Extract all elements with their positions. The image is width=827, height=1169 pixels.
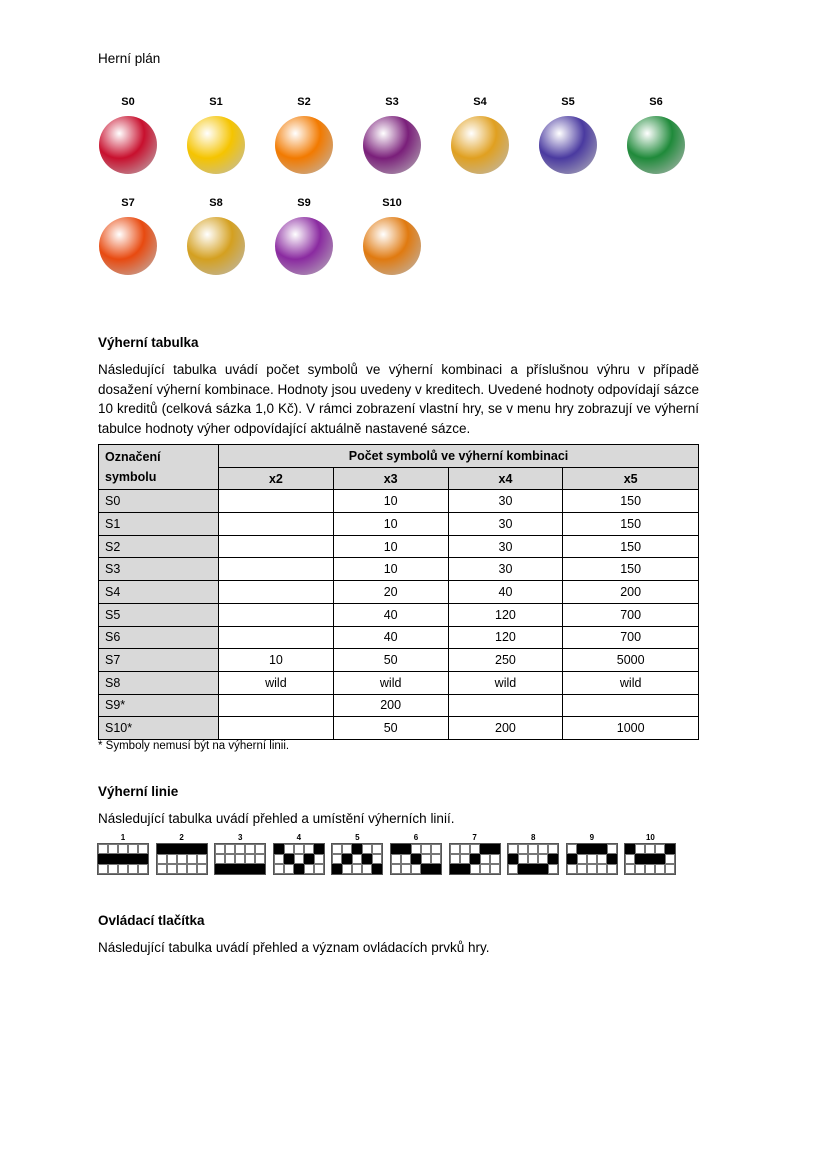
payline-cell [284,854,294,864]
payline-cell [304,854,314,864]
payline-2 [155,833,209,875]
payline-number: 2 [179,833,184,842]
payline-cell [362,854,372,864]
header-x2: x2 [219,467,334,490]
payline-number: 6 [413,833,419,842]
payline-number: 10 [645,833,655,842]
table-row [99,694,699,717]
payout-cell [219,513,334,536]
table-row [99,490,699,513]
payline-cell [225,864,235,874]
payout-cell: 700 [563,626,699,649]
payline-cell [157,854,167,864]
payout-cell: 50 [333,717,448,740]
payline-cell [391,854,401,864]
payline-10 [623,833,677,875]
payline-grid [273,843,325,875]
payline-cell [635,864,645,874]
header-x5: x5 [563,467,699,490]
symbol-label: S1 [209,96,223,108]
payline-cell [342,864,352,874]
payline-cell [665,864,675,874]
payline-grid [566,843,618,875]
payline-cell [460,844,470,854]
controls-heading: Ovládací tlačítka [98,913,205,928]
paytable [98,444,699,740]
payline-cell [332,854,342,864]
payout-cell: 150 [563,513,699,536]
payout-cell: 40 [333,626,448,649]
symbol-cell: S9* [99,694,219,717]
payline-cell [255,844,265,854]
payline-cell [187,844,197,854]
payline-cell [284,864,294,874]
payout-cell [448,694,563,717]
payout-cell: 150 [563,535,699,558]
payline-cell [635,844,645,854]
payline-cell [391,844,401,854]
seven-icon [99,217,157,275]
symbol-cell: S7 [99,649,219,672]
payline-cell [167,864,177,874]
payline-cell [177,854,187,864]
symbol-cell: S2 [99,535,219,558]
payline-4 [272,833,326,875]
payline-cell [187,864,197,874]
payline-cell [645,844,655,854]
payline-cell [411,864,421,874]
table-row [99,558,699,581]
crown-icon [187,217,245,275]
payline-cell [508,854,518,864]
payline-cell [177,864,187,874]
symbol-cell: S0 [99,490,219,513]
payline-cell [490,854,500,864]
grapes-icon [539,116,597,174]
payline-cell [235,854,245,864]
payline-cell [548,854,558,864]
payline-cell [518,864,528,874]
payline-3 [213,833,267,875]
payline-cell [294,864,304,874]
symbol-cell: S1 [99,513,219,536]
payline-cell [304,844,314,854]
page-title: Herní plán [98,51,161,66]
payout-cell [219,535,334,558]
payline-cell [177,844,187,854]
payline-cell [587,844,597,854]
payline-cell [490,844,500,854]
payline-cell [118,854,128,864]
payline-cell [342,844,352,854]
payout-cell: 120 [448,603,563,626]
payline-cell [625,854,635,864]
payout-cell: 250 [448,649,563,672]
payline-cell [197,844,207,854]
symbol-label: S6 [649,96,663,108]
payline-number: 4 [296,833,302,842]
payline-cell [431,854,441,864]
payline-cell [518,844,528,854]
payline-9 [565,833,619,875]
payline-cell [577,844,587,854]
payout-cell: 120 [448,626,563,649]
payline-cell [314,854,324,864]
payline-cell [332,844,342,854]
payline-cell [480,864,490,874]
payline-cell [508,864,518,874]
payline-cell [480,844,490,854]
payout-cell: 10 [333,490,448,513]
payout-cell: 1000 [563,717,699,740]
payline-5 [330,833,384,875]
purple-star-icon [275,217,333,275]
payline-cell [577,864,587,874]
payline-number: 9 [589,833,595,842]
payline-cell [538,854,548,864]
payout-cell: 10 [219,649,334,672]
payline-cell [421,864,431,874]
payline-cell [528,854,538,864]
payline-cell [98,854,108,864]
payline-cell [607,854,617,864]
orange-icon [275,116,333,174]
payline-cell [528,864,538,874]
payline-cell [225,844,235,854]
payline-cell [567,864,577,874]
payline-cell [157,844,167,854]
symbol-label: S9 [297,197,311,209]
payline-cell [352,854,362,864]
payout-cell: 150 [563,558,699,581]
payline-cell [362,844,372,854]
payline-cell [332,864,342,874]
payline-cell [470,854,480,864]
payline-cell [655,854,665,864]
payline-cell [567,844,577,854]
payline-cell [372,864,382,874]
symbol-cell: S8 [99,671,219,694]
payline-cell [665,854,675,864]
payline-cell [138,864,148,874]
payline-cell [625,844,635,854]
symbol-label: S10 [382,197,402,209]
payline-cell [655,864,665,874]
payout-cell: 50 [333,649,448,672]
symbol-s2 [269,96,339,174]
payline-cell [401,854,411,864]
gold-star-icon [363,217,421,275]
payout-cell: wild [563,671,699,694]
header-x3: x3 [333,467,448,490]
paylines-heading: Výherní linie [98,784,179,799]
symbol-label: S5 [561,96,575,108]
table-row [99,535,699,558]
table-row [99,649,699,672]
lemon-icon [187,116,245,174]
payline-cell [411,854,421,864]
symbol-s0 [93,96,163,174]
payline-cell [255,854,265,864]
payout-cell [219,626,334,649]
payline-cell [577,854,587,864]
symbol-s7 [93,197,163,275]
paylines-description: Následující tabulka uvádí přehled a umístění výherních linií. [98,811,455,826]
payline-6 [389,833,443,875]
header-group: Počet symbolů ve výherní kombinaci [219,445,699,468]
payline-cell [450,854,460,864]
payline-grid [97,843,149,875]
payline-cell [245,864,255,874]
payline-cell [98,864,108,874]
payline-cell [597,864,607,874]
payline-cell [245,854,255,864]
payline-cell [128,854,138,864]
symbol-label: S7 [121,197,135,209]
payline-cell [538,864,548,874]
payline-cell [118,844,128,854]
payline-cell [391,864,401,874]
payout-cell: 20 [333,581,448,604]
payline-cell [597,844,607,854]
payout-cell: wild [333,671,448,694]
payline-cell [635,854,645,864]
payline-grid [156,843,208,875]
payline-cell [362,864,372,874]
payline-cell [401,844,411,854]
payline-1 [96,833,150,875]
payline-cell [460,854,470,864]
payline-cell [215,864,225,874]
table-row [99,626,699,649]
payline-grid [624,843,676,875]
payline-grid [449,843,501,875]
header-symbol: Označení symbolu [99,445,219,490]
payline-cell [235,864,245,874]
payline-cell [645,864,655,874]
symbol-label: S4 [473,96,487,108]
symbol-s9 [269,197,339,275]
payline-cell [215,854,225,864]
symbol-s6 [621,96,691,174]
payout-cell: 40 [448,581,563,604]
payline-cell [655,844,665,854]
payout-cell [219,581,334,604]
payout-cell: 30 [448,490,563,513]
payline-cell [108,844,118,854]
symbol-cell: S6 [99,626,219,649]
payline-cell [138,854,148,864]
payline-cell [411,844,421,854]
payline-cell [235,844,245,854]
plum-icon [363,116,421,174]
payline-cell [421,854,431,864]
payline-cell [108,854,118,864]
payline-cell [314,844,324,854]
symbol-label: S2 [297,96,311,108]
payline-cell [274,844,284,854]
payline-cell [274,854,284,864]
payout-cell: 10 [333,558,448,581]
payout-cell: 700 [563,603,699,626]
payline-8 [506,833,560,875]
symbol-s1 [181,96,251,174]
payline-cell [645,854,655,864]
table-row [99,581,699,604]
payout-cell: 10 [333,513,448,536]
payline-cell [128,844,138,854]
payline-cell [138,844,148,854]
payline-cell [567,854,577,864]
symbol-cell: S4 [99,581,219,604]
payline-7 [448,833,502,875]
payline-cell [314,864,324,874]
paytable-footnote: * Symboly nemusí být na výherní linii. [98,740,290,752]
payline-cell [274,864,284,874]
payline-cell [508,844,518,854]
payline-cell [304,864,314,874]
payline-number: 5 [355,833,360,842]
symbol-s10 [357,197,427,275]
symbol-label: S8 [209,197,223,209]
payline-cell [342,854,352,864]
payline-grid [507,843,559,875]
payout-cell [219,717,334,740]
payline-cell [450,864,460,874]
payline-cell [197,864,207,874]
payout-cell [563,694,699,717]
table-row [99,603,699,626]
symbol-s3 [357,96,427,174]
payline-cell [538,844,548,854]
payline-grid [214,843,266,875]
payout-cell: 10 [333,535,448,558]
payline-cell [118,864,128,874]
payline-cell [284,844,294,854]
payline-cell [352,844,362,854]
symbol-s5 [533,96,603,174]
payline-cell [352,864,362,874]
payout-cell: wild [448,671,563,694]
payline-cell [294,844,304,854]
payline-cell [245,844,255,854]
payout-cell: 30 [448,535,563,558]
symbol-label: S3 [385,96,399,108]
payline-cell [157,864,167,874]
payline-cell [431,864,441,874]
symbol-cell: S3 [99,558,219,581]
table-row [99,717,699,740]
payline-cell [372,854,382,864]
payline-cell [587,854,597,864]
payline-cell [294,854,304,864]
payout-cell: 200 [333,694,448,717]
payout-cell: 5000 [563,649,699,672]
payout-cell: wild [219,671,334,694]
cherries-icon [99,116,157,174]
payout-cell: 30 [448,558,563,581]
payline-cell [665,844,675,854]
table-row [99,513,699,536]
symbol-cell: S10* [99,717,219,740]
payline-cell [470,864,480,874]
payout-cell: 200 [448,717,563,740]
payline-cell [460,864,470,874]
paytable-description: Následující tabulka uvádí počet symbolů ve výherní kombinaci a příslušnou výhru v případě dosažení výherní kombinace. Hodnoty jsou uvedeny v kreditech. Uvedené hodnoty odpovídají sázce 10 kreditů (celková sázka 1,0 Kč). V rámci zobrazení vlastní hry, se v menu hry zobrazují ve výherní tabulce hodnoty výher odpovídající aktuálně nastavené sázce. [98,362,699,436]
bell-icon [451,116,509,174]
payout-cell: 30 [448,513,563,536]
payline-cell [128,864,138,874]
payout-cell [219,694,334,717]
payline-cell [108,864,118,874]
payline-cell [548,864,558,874]
payline-grid [390,843,442,875]
payout-cell: 200 [563,581,699,604]
symbol-label: S0 [121,96,135,108]
payline-cell [607,864,617,874]
payout-cell [219,558,334,581]
payline-cell [372,844,382,854]
payline-cell [187,854,197,864]
payline-cell [587,864,597,874]
payline-cell [597,854,607,864]
payout-cell [219,490,334,513]
payline-cell [470,844,480,854]
payline-cell [607,844,617,854]
payline-cell [421,844,431,854]
payline-grid [331,843,383,875]
payout-cell: 150 [563,490,699,513]
payline-cell [528,844,538,854]
symbol-cell: S5 [99,603,219,626]
payline-cell [225,854,235,864]
payline-cell [450,844,460,854]
payline-number: 3 [237,833,243,842]
payline-cell [98,844,108,854]
payout-cell [219,603,334,626]
payline-number: 7 [472,833,477,842]
payline-cell [548,844,558,854]
payline-cell [490,864,500,874]
payline-cell [625,864,635,874]
symbol-s8 [181,197,251,275]
header-x4: x4 [448,467,563,490]
payline-cell [480,854,490,864]
payline-cell [167,854,177,864]
symbol-s4 [445,96,515,174]
payline-cell [431,844,441,854]
payline-number: 8 [530,833,536,842]
payline-cell [197,854,207,864]
table-row [99,671,699,694]
payline-cell [167,844,177,854]
payline-cell [215,844,225,854]
watermelon-icon [627,116,685,174]
payline-cell [518,854,528,864]
controls-description: Následující tabulka uvádí přehled a význam ovládacích prvků hry. [98,940,490,955]
payout-cell: 40 [333,603,448,626]
payline-cell [401,864,411,874]
payline-number: 1 [120,833,126,842]
paytable-heading: Výherní tabulka [98,335,199,350]
payline-cell [255,864,265,874]
